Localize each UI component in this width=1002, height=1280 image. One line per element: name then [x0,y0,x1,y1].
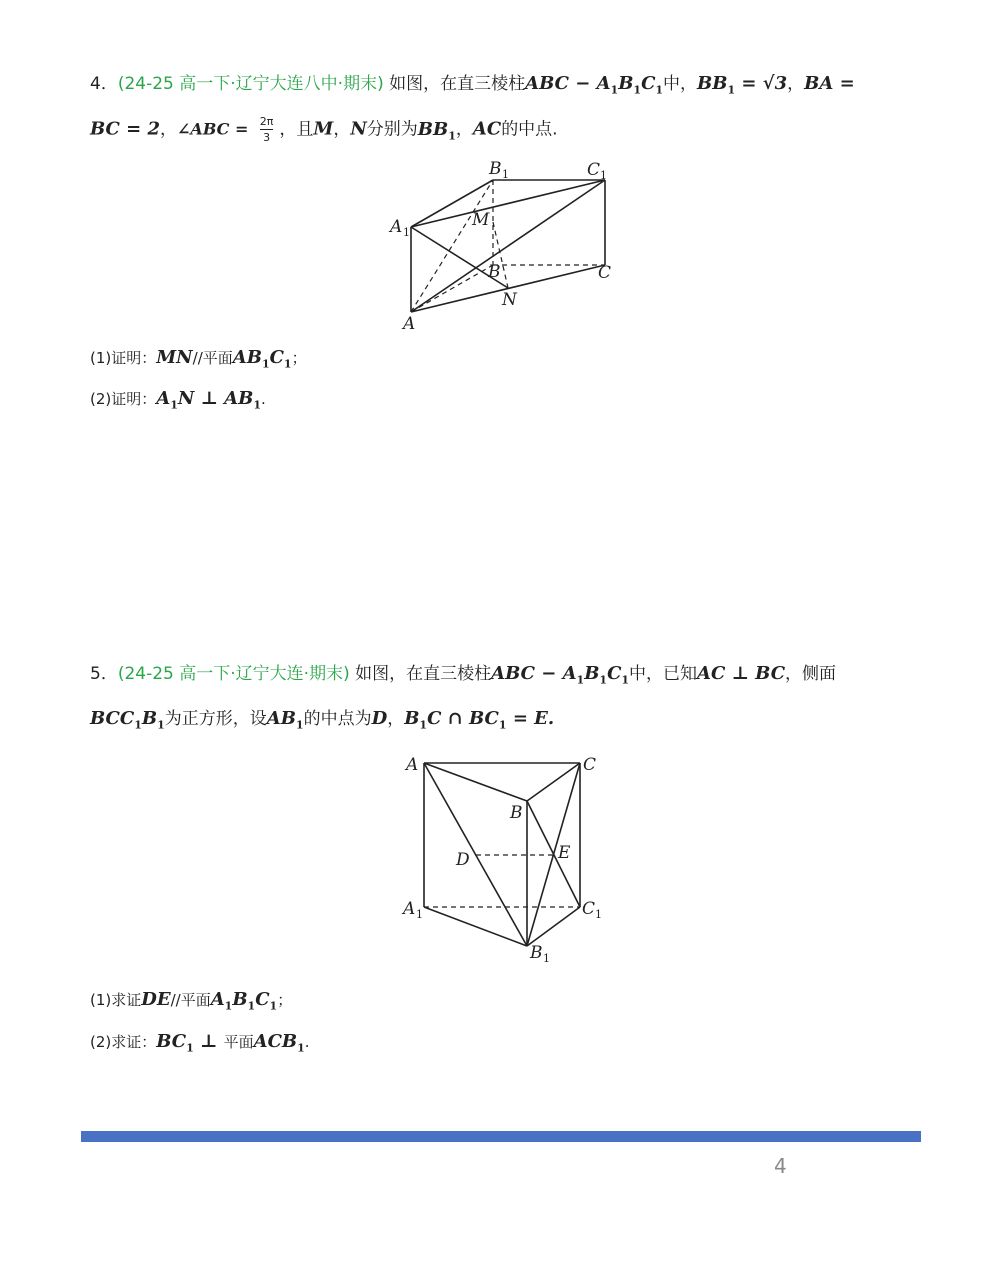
svg-text:1: 1 [403,226,410,239]
svg-text:A: A [403,314,416,334]
problem4-line2: BC = 2，∠ABC = $\frac{2\pi}{3}$ ，且M，N分别为$BB_1$，AC的中点. [90,115,558,144]
problem4-question2: (2)证明：$A_1N$ ⊥ $AB_1$. [90,388,266,412]
svg-text:E: E [558,843,571,863]
svg-text:D: D [456,850,470,870]
problem5-source: (24-25 高一下·辽宁大连·期末) [117,664,350,684]
footer-bar [81,1131,921,1142]
svg-text:1: 1 [600,169,607,182]
svg-text:A: A [390,217,403,237]
problem5-line1: 5．(24-25 高一下·辽宁大连·期末) 如图，在直三棱柱ABC − $A_1B_1C_1$中，已知AC ⊥ BC，侧面 [90,663,837,687]
svg-text:N: N [502,290,517,310]
problem4-figure [385,152,645,337]
svg-text:B: B [488,262,501,282]
svg-text:C: C [583,755,597,775]
svg-text:B: B [489,159,502,179]
svg-text:B: B [530,943,543,963]
problem4-source: (24-25 高一下·辽宁大连八中·期末) [117,74,384,94]
problem5-question2: (2)求证：$BC_1$ ⊥ 平面$ACB_1$. [90,1031,310,1055]
svg-text:1: 1 [543,952,550,965]
problem4-line1: 4．(24-25 高一下·辽宁大连八中·期末) 如图，在直三棱柱ABC − $A_1B_1C_1$中，$BB_1 = √3$，BA = [90,73,855,97]
svg-text:C: C [598,263,612,283]
problem5-question1: (1)求证DE//平面$A_1B_1C_1$； [90,989,293,1013]
svg-text:B: B [510,803,523,823]
svg-text:M: M [472,210,490,230]
problem5-number: 5． [90,664,118,684]
problem5-figure [400,748,610,970]
problem4-question1: (1)证明：MN//平面$AB_1C_1$； [90,347,307,371]
svg-text:A: A [403,899,416,919]
svg-text:C: C [582,899,596,919]
svg-text:1: 1 [595,908,602,921]
problem4-number: 4． [90,74,118,94]
angle-fraction: $\frac{2\pi}{3}$ [259,115,274,144]
prism-name: ABC − $A_1B_1C_1$ [525,73,664,97]
svg-text:C: C [587,160,601,180]
svg-text:1: 1 [416,908,423,921]
problem5-line2: $BCC_1B_1$为正方形，设$AB_1$的中点为D，$B_1C$ ∩ $BC_1 = E$. [90,708,555,732]
svg-text:A: A [406,755,419,775]
page-number: 4 [774,1154,787,1178]
svg-text:1: 1 [502,168,509,181]
